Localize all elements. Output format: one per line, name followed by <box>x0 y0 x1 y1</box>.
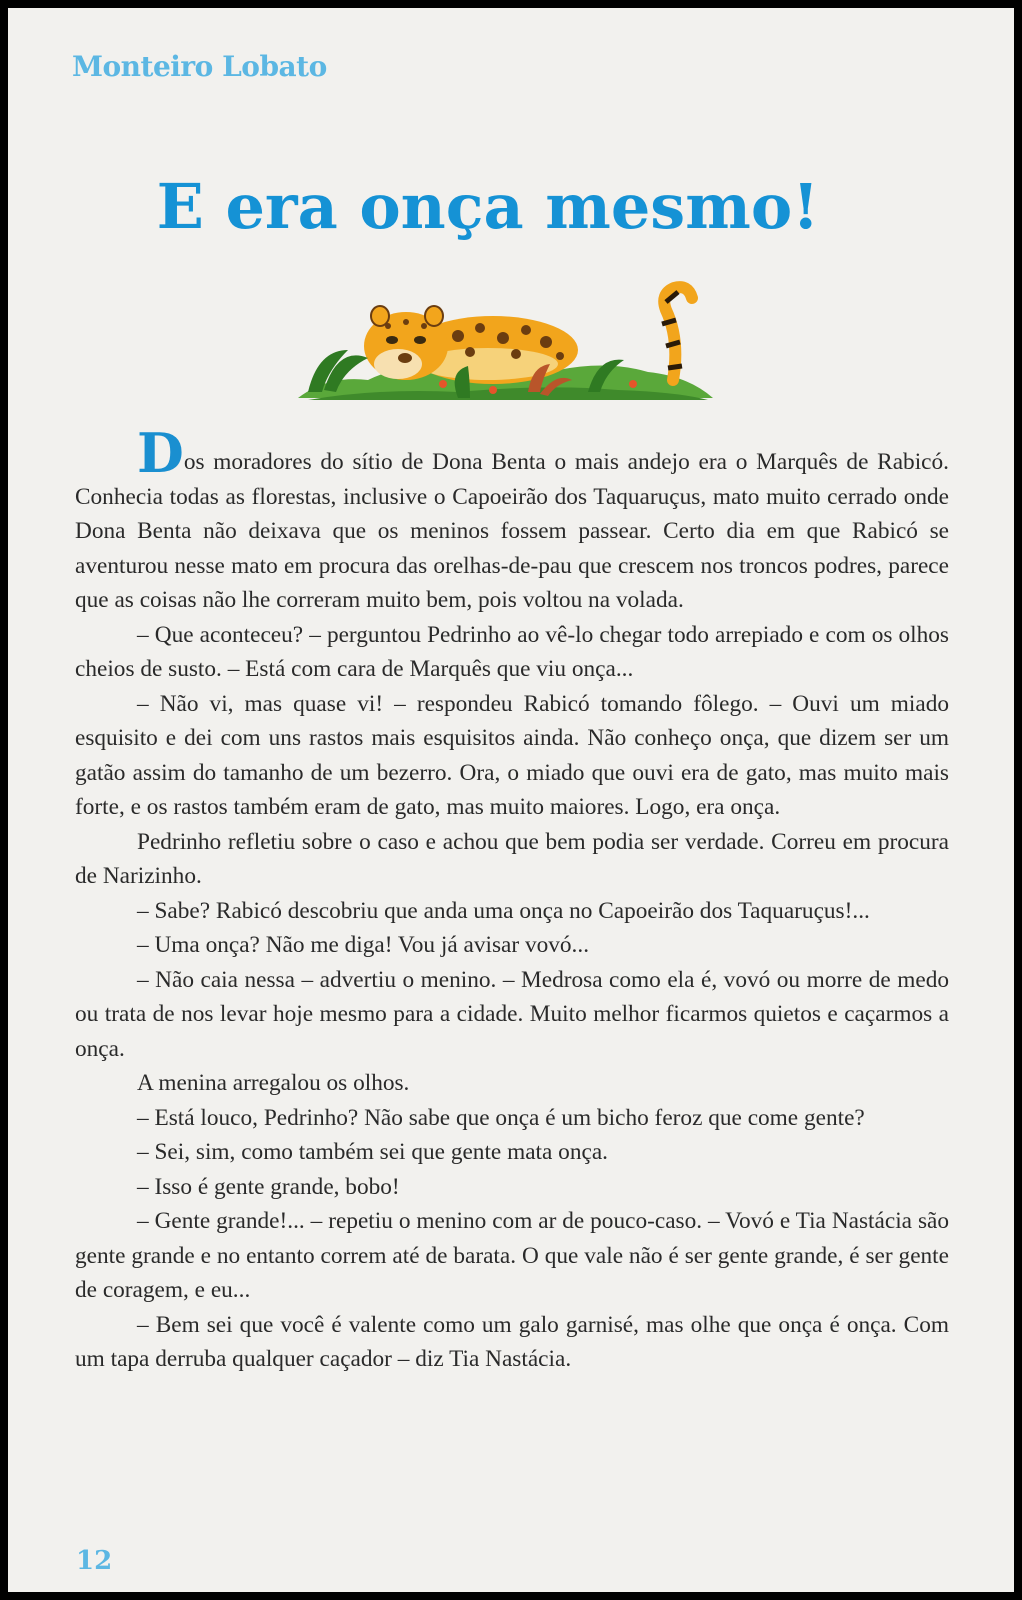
story-body <box>75 421 949 1377</box>
paragraph: Pedrinho refletiu sobre o caso e achou que bem podia ser verdade. Correu em procura de Narizinho. <box>75 828 949 889</box>
paragraph: – Sabe? Rabicó descobriu que anda uma onça no Capoeirão dos Taquaruçus!... <box>137 897 870 924</box>
paragraph-first-text: os moradores do sítio de Dona Benta o mais andejo era o Marquês de Rabicó. Conhecia todas as florestas, inclusive o Capoeirão dos Taquaruçus, mato muito cerrado onde Dona Benta não deixava que os meninos fossem passear. Certo dia em que Rabicó se aventurou nesse mato em procura das orelhas-de-pau que crescem nos troncos podres, parece que as coisas não lhe correram muito bem, pois voltou na volada. <box>75 449 949 613</box>
paragraph: – Sei, sim, como também sei que gente mata onça. <box>137 1139 608 1165</box>
paragraph: – Uma onça? Não me diga! Vou já avisar vovó... <box>137 932 590 958</box>
paragraph-first <box>75 421 949 618</box>
paragraph: – Isso é gente grande, bobo! <box>137 1173 400 1200</box>
paragraph: – Não caia nessa – advertiu o menino. – Medrosa como ela é, vovó ou morre de medo ou trata de nos levar hoje mesmo para a cidade. Muito melhor ficarmos quietos e caçarmos a onça. <box>75 966 949 1062</box>
paragraph: A menina arregalou os olhos. <box>137 1070 410 1096</box>
paragraph: – Que aconteceu? – perguntou Pedrinho ao vê-lo chegar todo arrepiado e com os olhos cheios de susto. – Está com cara de Marquês que viu onça... <box>75 621 949 682</box>
chapter-title: E era onça mesmo! <box>156 170 820 243</box>
running-header-author: Monteiro Lobato <box>72 50 327 83</box>
paragraph: – Gente grande!... – repetiu o menino com ar de pouco-caso. – Vovó e Tia Nastácia são gente grande e no entanto correm até de barata. O que vale não é ser gente grande, é ser gente de coragem, e eu... <box>75 1208 949 1303</box>
jaguar-illustration <box>288 280 718 430</box>
paragraph: – Está louco, Pedrinho? Não sabe que onça é um bicho feroz que come gente? <box>137 1104 865 1131</box>
page-number: 12 <box>76 1546 113 1576</box>
paragraph: – Bem sei que você é valente como um galo garnisé, mas olhe que onça é onça. Com um tapa derruba qualquer caçador – diz Tia Nastácia. <box>75 1311 949 1372</box>
book-page <box>8 8 1014 1592</box>
paragraph: – Não vi, mas quase vi! – respondeu Rabicó tomando fôlego. – Ouvi um miado esquisito e dei com uns rastos mais esquisitos ainda. Não conheço onça, que dizem ser um gatão assim do tamanho de um bezerro. Ora, o miado que ouvi era de gato, mas muito mais forte, e os rastos também eram de gato, mas muito maiores. Logo, era onça. <box>75 690 949 820</box>
drop-cap: D <box>137 421 184 485</box>
